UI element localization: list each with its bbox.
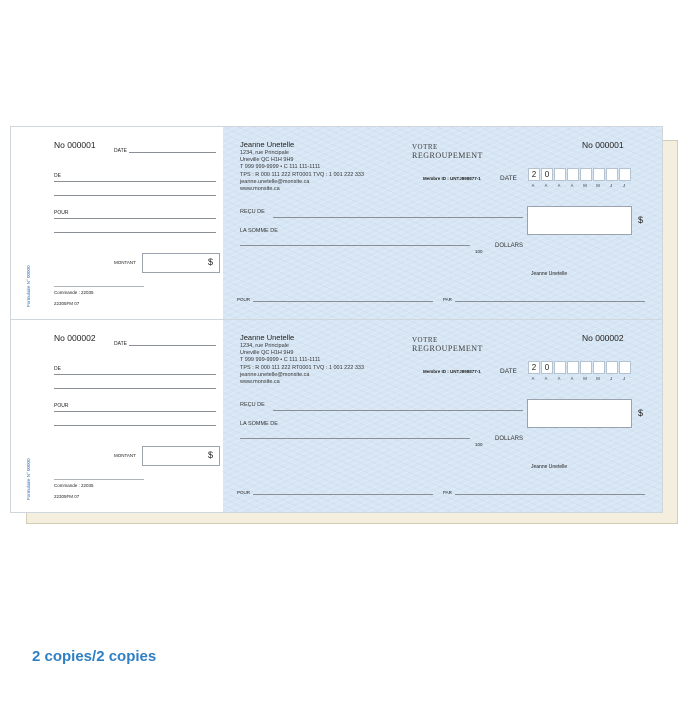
phone-line: T 999 999-9999 • C 111 111-1111 <box>240 164 321 171</box>
date-letter: J <box>622 183 626 188</box>
date-letter: J <box>609 376 613 381</box>
member-id: Membre ID : UNTJ898877-1 <box>423 369 481 374</box>
date-digit-1[interactable]: 2 <box>528 168 540 181</box>
stub-pour-line-2[interactable] <box>54 425 216 426</box>
stub-amount-field[interactable] <box>142 253 220 273</box>
date-digit-3[interactable] <box>554 361 566 374</box>
dollar-sign: $ <box>638 215 644 225</box>
date-digit-8[interactable] <box>619 168 631 181</box>
date-digit-4[interactable] <box>567 168 579 181</box>
email-line: jeanne.unetelle@monsite.ca <box>240 178 310 185</box>
cheque-body <box>223 320 662 512</box>
date-letter: M <box>596 376 600 381</box>
recu-de-line[interactable] <box>273 217 523 218</box>
pour-line[interactable] <box>253 301 433 302</box>
regroupement-logo <box>383 139 493 167</box>
stub-de-label: DE <box>54 173 61 179</box>
address-line-2: Uneville QC H1H 9H9 <box>240 157 294 164</box>
website-line: www.monsite.ca <box>240 186 280 193</box>
stub-date-label: DATE <box>114 341 127 347</box>
cheque-body <box>223 127 662 319</box>
member-id: Membre ID : UNTJ898877-1 <box>423 176 481 181</box>
amount-field[interactable] <box>527 206 632 235</box>
holder-address <box>240 343 364 386</box>
tax-line: TPS : R 000 111 222 RT0001 TVQ : 1 001 222 333 <box>240 171 365 178</box>
logo-line-1: VOTRE <box>412 336 438 344</box>
logo-line-2: REGROUPEMENT <box>412 151 483 160</box>
stub-de-line-1[interactable] <box>54 181 216 182</box>
stub-divider <box>54 479 144 480</box>
stub-date-label: DATE <box>114 148 127 154</box>
amount-field[interactable] <box>527 399 632 428</box>
recu-de-line[interactable] <box>273 410 523 411</box>
date-field[interactable] <box>528 168 632 188</box>
date-letter: A <box>570 376 574 381</box>
stub-date-line[interactable] <box>129 345 216 346</box>
date-letter: A <box>557 183 561 188</box>
pour-label: POUR <box>237 490 251 495</box>
pour-line[interactable] <box>253 494 433 495</box>
stub-number: No 000001 <box>54 140 96 150</box>
holder-address <box>240 150 364 193</box>
logo-line-1: VOTRE <box>412 143 438 151</box>
pour-label: POUR <box>237 297 251 302</box>
email-line: jeanne.unetelle@monsite.ca <box>240 371 310 378</box>
cents-100: 100 <box>475 442 483 447</box>
stub-de-line-2[interactable] <box>54 195 216 196</box>
dollar-sign: $ <box>207 257 213 267</box>
stub-de-label: DE <box>54 366 61 372</box>
somme-label: LA SOMME DE <box>240 421 278 427</box>
date-letter: J <box>622 376 626 381</box>
date-field[interactable] <box>528 361 632 381</box>
date-digit-4[interactable] <box>567 361 579 374</box>
par-line[interactable] <box>455 494 645 495</box>
stub-code: 22305FM 07 <box>54 301 80 306</box>
date-digit-8[interactable] <box>619 361 631 374</box>
address-line-1: 1234, rue Principale <box>240 150 289 156</box>
date-digit-5[interactable] <box>580 168 592 181</box>
stub-side-text: Formulaire N° 00000 <box>26 458 31 500</box>
tax-line: TPS : R 000 111 222 RT0001 TVQ : 1 001 222 333 <box>240 364 365 371</box>
website-line: www.monsite.ca <box>240 379 280 386</box>
somme-label: LA SOMME DE <box>240 228 278 234</box>
date-letter: A <box>544 183 548 188</box>
date-letter: A <box>570 183 574 188</box>
stub-pour-line-1[interactable] <box>54 411 216 412</box>
somme-line[interactable] <box>240 438 470 439</box>
date-label: DATE <box>500 175 517 182</box>
dollars-label: DOLLARS <box>495 436 524 442</box>
stub-divider <box>54 286 144 287</box>
date-digit-2[interactable]: 0 <box>541 361 553 374</box>
stub-montant-label: MONTANT <box>114 453 136 458</box>
date-digit-7[interactable] <box>606 168 618 181</box>
stub-code: 22305FM 07 <box>54 494 80 499</box>
date-letter: A <box>531 183 535 188</box>
par-label: PAR <box>443 490 452 495</box>
cheque-1 <box>10 126 663 320</box>
par-label: PAR <box>443 297 452 302</box>
date-letter: A <box>531 376 535 381</box>
par-line[interactable] <box>455 301 645 302</box>
date-digit-7[interactable] <box>606 361 618 374</box>
date-digit-5[interactable] <box>580 361 592 374</box>
stub-side-text: Formulaire N° 00000 <box>26 265 31 307</box>
stub-montant-label: MONTANT <box>114 260 136 265</box>
date-digit-3[interactable] <box>554 168 566 181</box>
crescent-logo-icon <box>383 332 413 362</box>
date-letter: J <box>609 183 613 188</box>
logo-line-2: REGROUPEMENT <box>412 344 483 353</box>
crescent-logo-icon <box>383 139 413 169</box>
stub-pour-label: POUR <box>54 210 69 216</box>
recu-de-label: REÇU DE <box>240 402 265 408</box>
stub-de-line-2[interactable] <box>54 388 216 389</box>
cheque-number: No 000002 <box>582 333 624 343</box>
stub-number: No 000002 <box>54 333 96 343</box>
holder-name: Jeanne Unetelle <box>240 333 295 342</box>
dollar-sign: $ <box>207 450 213 460</box>
signature-name: Jeanne Unetelle <box>531 464 568 470</box>
cents-100: 100 <box>475 249 483 254</box>
date-digit-2[interactable]: 0 <box>541 168 553 181</box>
date-letter: A <box>544 376 548 381</box>
date-digit-6[interactable] <box>593 361 605 374</box>
date-digit-1[interactable]: 2 <box>528 361 540 374</box>
signature-name: Jeanne Unetelle <box>531 271 568 277</box>
stub-pour-line-2[interactable] <box>54 232 216 233</box>
stub-commande: Commande : 22035 <box>54 483 94 488</box>
stub-amount-field[interactable] <box>142 446 220 466</box>
copies-caption: 2 copies/2 copies <box>32 648 157 665</box>
recu-de-label: REÇU DE <box>240 209 265 215</box>
cheque-stub <box>11 127 224 319</box>
stub-pour-label: POUR <box>54 403 69 409</box>
date-letter: M <box>583 376 587 381</box>
address-line-1: 1234, rue Principale <box>240 343 289 349</box>
dollars-label: DOLLARS <box>495 243 524 249</box>
cheque-number: No 000001 <box>582 140 624 150</box>
dollar-sign: $ <box>638 408 644 418</box>
stub-date-line[interactable] <box>129 152 216 153</box>
stub-pour-line-1[interactable] <box>54 218 216 219</box>
cheque-stub <box>11 320 224 512</box>
date-digit-6[interactable] <box>593 168 605 181</box>
address-line-2: Uneville QC H1H 9H9 <box>240 350 294 357</box>
date-letter: M <box>596 183 600 188</box>
holder-name: Jeanne Unetelle <box>240 140 295 149</box>
date-letter: M <box>583 183 587 188</box>
somme-line[interactable] <box>240 245 470 246</box>
stub-commande: Commande : 22035 <box>54 290 94 295</box>
cheque-2 <box>10 319 663 513</box>
date-label: DATE <box>500 368 517 375</box>
phone-line: T 999 999-9999 • C 111 111-1111 <box>240 357 321 364</box>
stub-de-line-1[interactable] <box>54 374 216 375</box>
date-letter: A <box>557 376 561 381</box>
regroupement-logo <box>383 332 493 360</box>
